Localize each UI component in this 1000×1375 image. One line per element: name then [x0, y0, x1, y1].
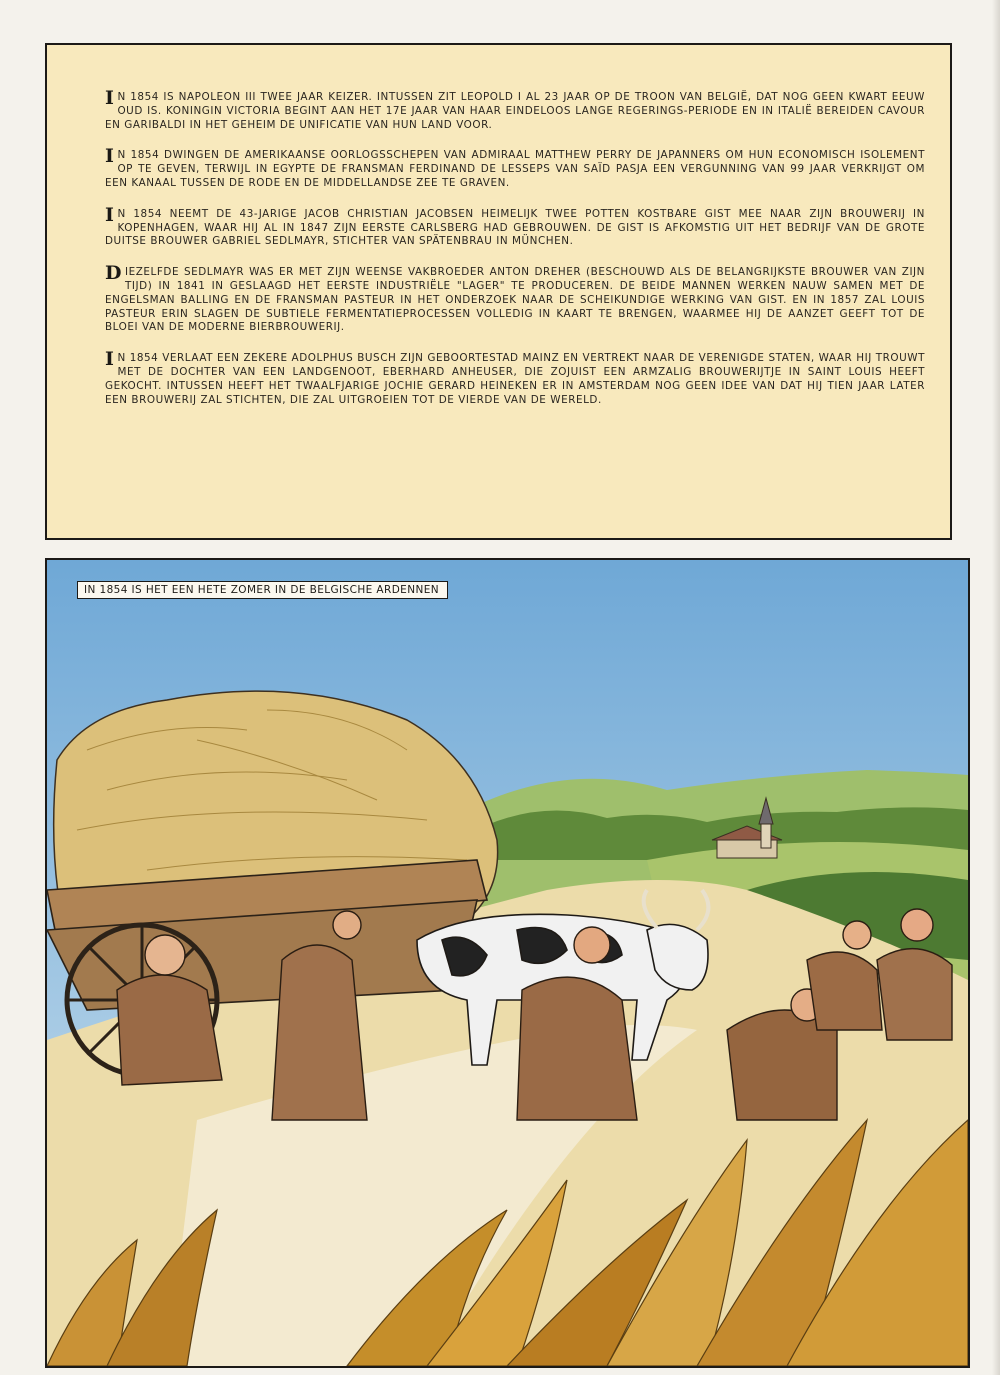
- text-paragraphs: [105, 87, 925, 424]
- page-edge-shadow: [992, 0, 1000, 1375]
- paragraph-text: N 1854 DWINGEN DE AMERIKAANSE OORLOGSSCHEPEN VAN ADMIRAAL MATTHEW PERRY DE JAPANNERS OM HUN ECONOMISCH ISOLEMENT OP TE GEVEN, TERWIJL IN EGYPTE DE FRANSMAN FERDINAND DE LESSEPS VAN SAÏD PASJA EEN VERGUNNING VAN 99 JAAR VERKRIJGT OM EEN KANAAL TUSSEN DE RODE EN DE MIDDELLANDSE ZEE TE GRAVEN.: [105, 149, 925, 189]
- harvest-scene-illustration: [47, 560, 968, 1366]
- paragraph-2: [105, 145, 925, 190]
- drop-cap: I: [105, 87, 115, 109]
- paragraph-1: [105, 87, 925, 132]
- drop-cap: I: [105, 348, 115, 371]
- paragraph-text: IEZELFDE SEDLMAYR WAS ER MET ZIJN WEENSE VAKBROEDER ANTON DREHER (BESCHOUWD ALS DE BELANGRIJKSTE BROUWER VAN ZIJN TIJD) IN 1841 IN GESLAAGD HET EERSTE INDUSTRIËLE "LAGER" TE PRODUCEREN. DE BEIDE MANNEN WERKEN NAUW SAMEN MET DE ENGELSMAN BALLING EN DE FRANSMAN PASTEUR IN HET ONDERZOEK NAAR DE SCHEIKUNDIGE WERKING VAN GIST. EN IN 1857 ZAL LOUIS PASTEUR ERIN SLAGEN DE SUBTIELE FERMENTATIEPROCESSEN VOLLEDIG IN KAART TE BRENGEN, WAARMEE HIJ DE AANZET GEEFT TOT DE BLOEI VAN DE MODERNE BIERBROUWERIJ.: [105, 266, 925, 334]
- paragraph-text: N 1854 IS NAPOLEON III TWEE JAAR KEIZER. INTUSSEN ZIT LEOPOLD I AL 23 JAAR OP DE TROON VAN BELGIË, DAT NOG GEEN KWART EEUW OUD IS. KONINGIN VICTORIA BEGINT AAN HET 17E JAAR VAN HAAR EINDELOOS LANGE REGERINGS-PERIODE EN IN ITALIË BEREIDEN CAVOUR EN GARIBALDI IN HET GEHEIM DE UNIFICATIE VAN HUN LAND VOOR.: [105, 91, 925, 131]
- paragraph-text: N 1854 NEEMT DE 43-JARIGE JACOB CHRISTIAN JACOBSEN HEIMELIJK TWEE POTTEN KOSTBARE GIST MEE NAAR ZIJN BROUWERIJ IN KOPENHAGEN, WAAR HIJ AL IN 1847 ZIJN EERSTE CARLSBERG HAD GEBROUWEN. DE GIST IS AFKOMSTIG UIT HET BEDRIJF VAN DE GROTE DUITSE BROUWER GABRIEL SEDLMAYR, STICHTER VAN SPÄTENBRAU IN MÜNCHEN.: [105, 207, 925, 248]
- drop-cap: I: [105, 203, 115, 226]
- paragraph-text: N 1854 VERLAAT EEN ZEKERE ADOLPHUS BUSCH ZIJN GEBOORTESTAD MAINZ EN VERTREKT NAAR DE VERENIGDE STATEN, WAAR HIJ TROUWT MET DE DOCHTER VAN EEN LANDGENOOT, EBERHARD ANHEUSER, DIE ZOJUIST EEN ARMZALIG BROUWERIJTJE IN SAINT LOUIS HEEFT GEKOCHT. INTUSSEN HEEFT HET TWAALFJARIGE JOCHIE GERARD HEINEKEN ER IN AMSTERDAM NOG GEEN IDEE VAN DAT HIJ TIEN JAAR LATER EEN BROUWERIJ ZAL STICHTEN, DIE ZAL UITGROEIEN TOT DE VIERDE VAN DE WERELD.: [105, 352, 925, 406]
- drop-cap: D: [105, 262, 123, 285]
- comic-panel-harvest: [45, 558, 970, 1368]
- paragraph-5: [105, 348, 925, 407]
- text-panel: [45, 43, 952, 540]
- paragraph-4: [105, 262, 925, 335]
- paragraph-3: [105, 203, 925, 249]
- drop-cap: I: [105, 145, 115, 168]
- caption-box: IN 1854 IS HET EEN HETE ZOMER IN DE BELGISCHE ARDENNEN: [77, 581, 448, 599]
